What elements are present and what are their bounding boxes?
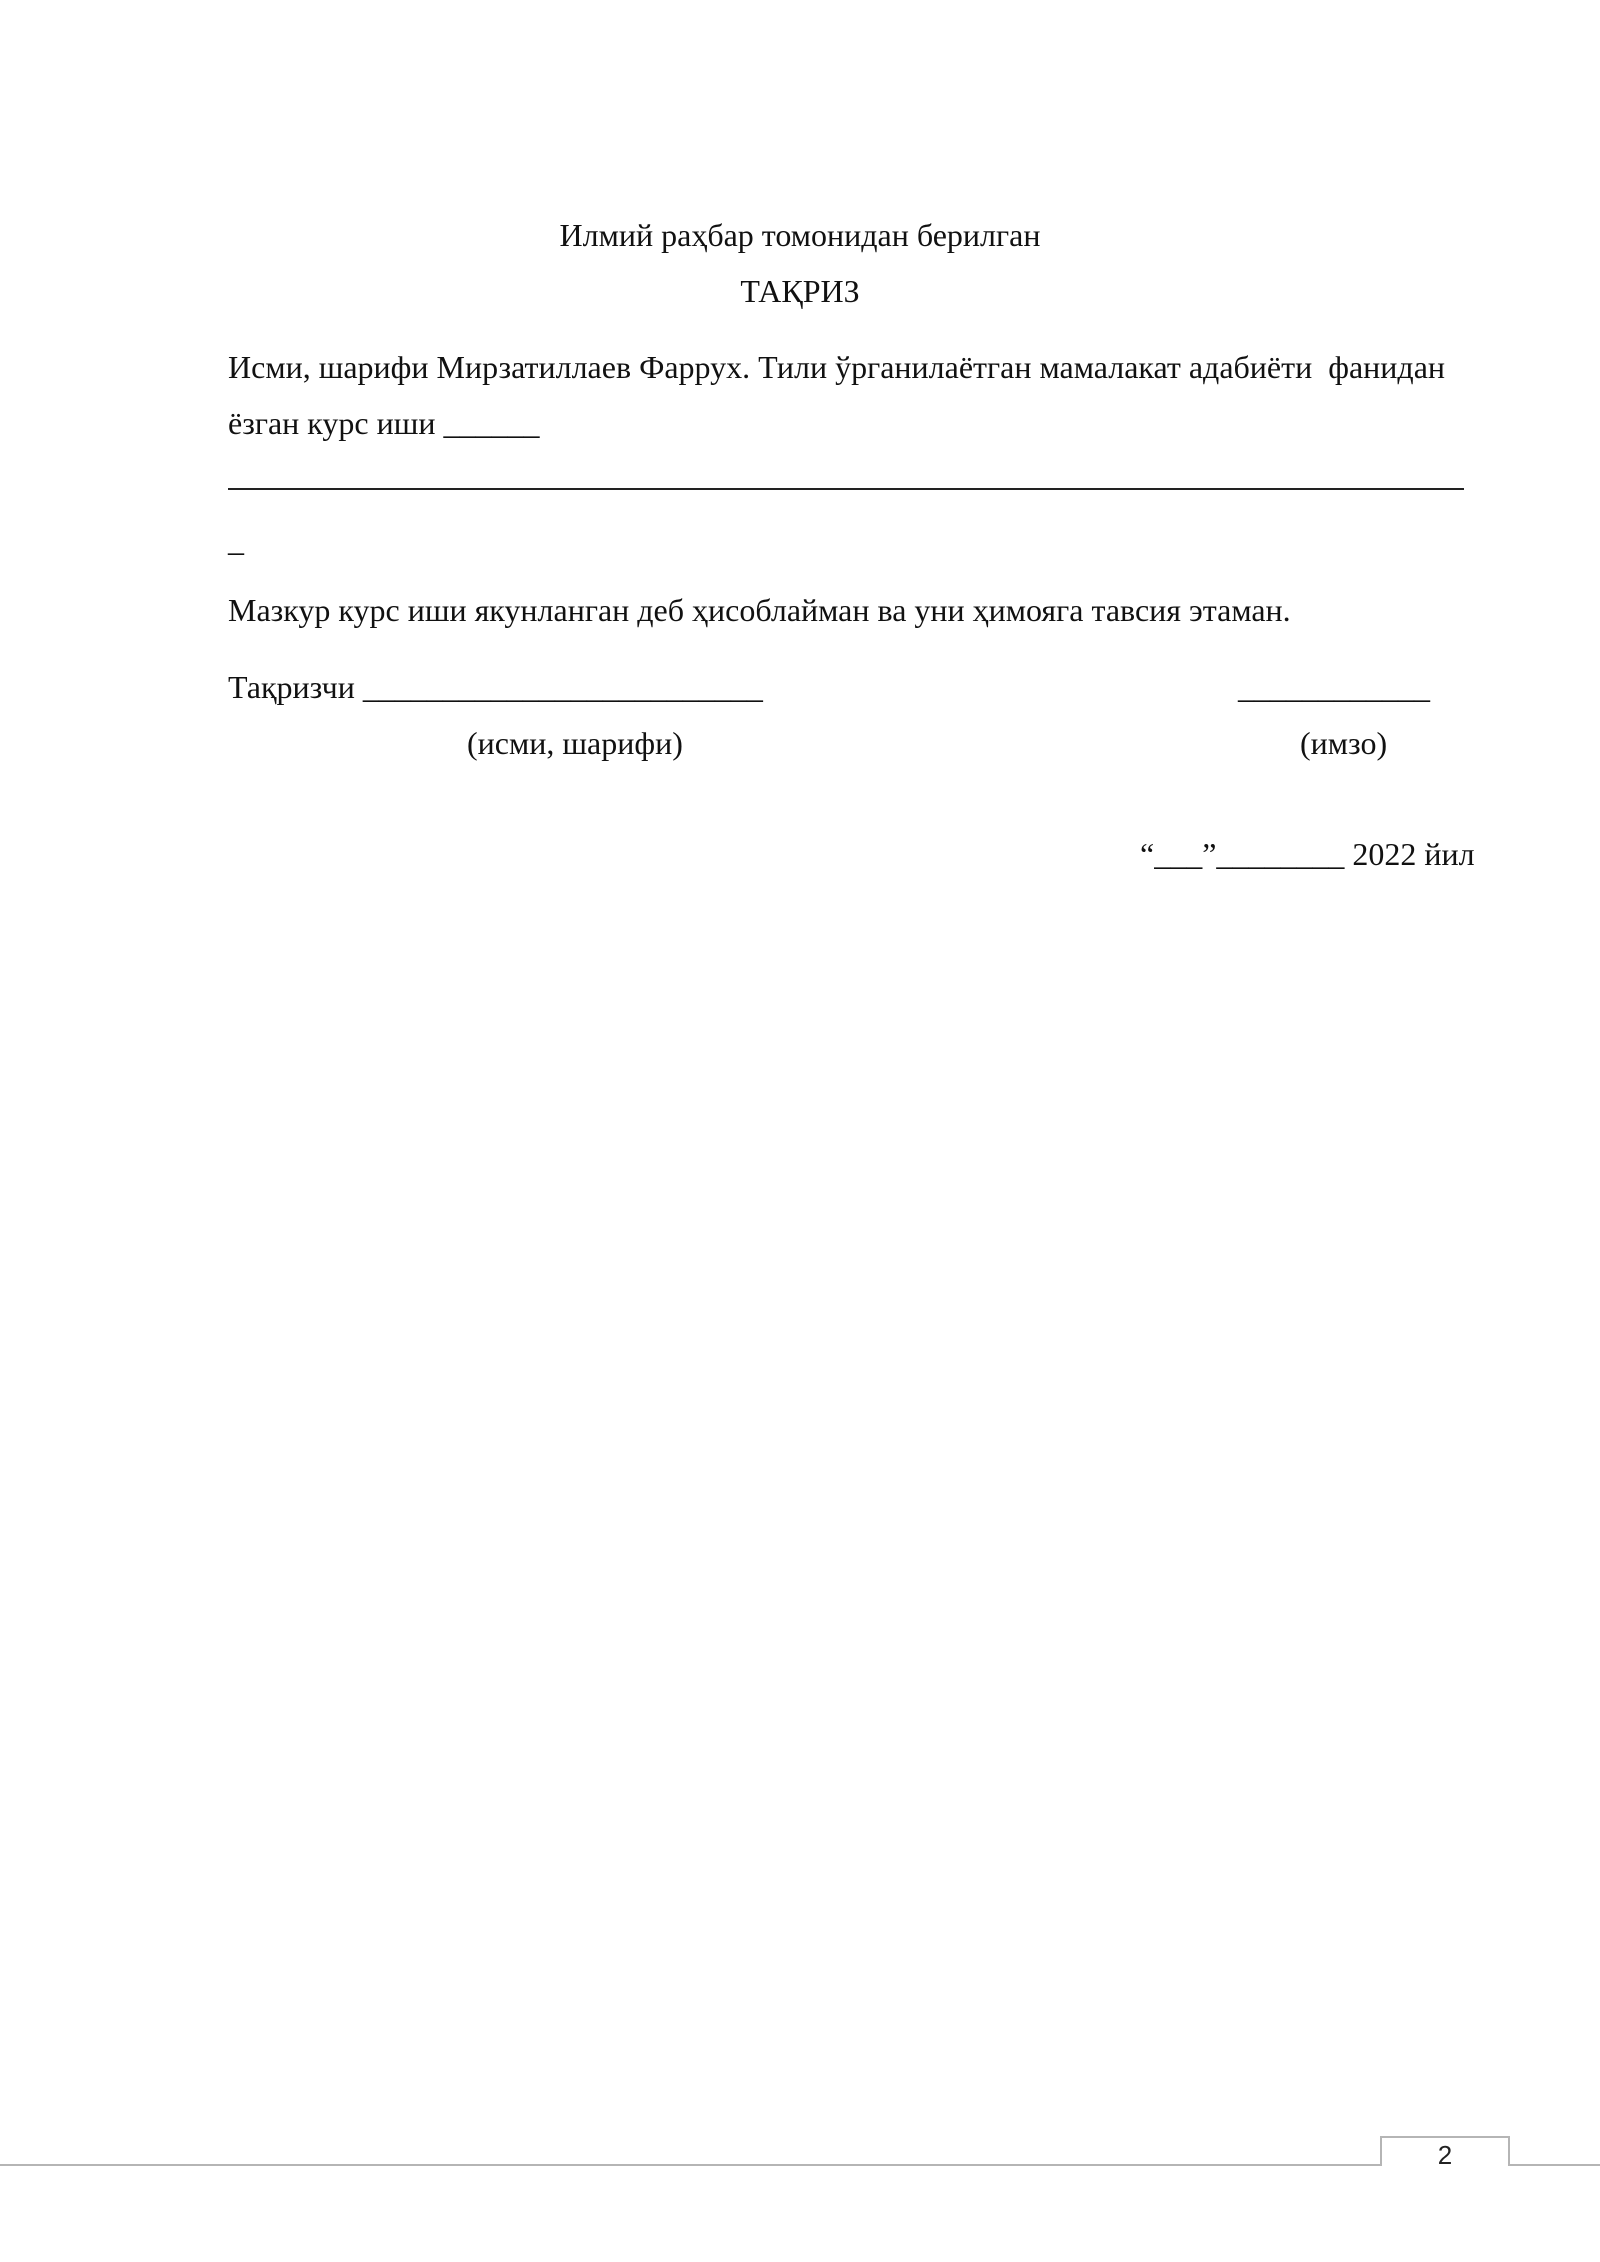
date-line: “___”________ 2022 йил bbox=[1140, 836, 1475, 872]
document-title: ТАҚРИЗ bbox=[740, 273, 860, 309]
blank-underline bbox=[228, 488, 1464, 490]
reviewer-label: Тақризчи _________________________ bbox=[228, 669, 763, 705]
page-number: 2 bbox=[1437, 2140, 1453, 2170]
name-caption: (исми, шарифи) bbox=[467, 725, 683, 761]
signature-blank: ____________ bbox=[1238, 669, 1430, 705]
reviewee-line: Исми, шарифи Мирзатиллаев Фаррух. Тили ўрганилаётган мамалакат адабиёти фанидан bbox=[228, 349, 1446, 385]
blank-underline-continuation: _ bbox=[228, 522, 244, 558]
footer-rule-right bbox=[1508, 2164, 1600, 2166]
document-subtitle: Илмий раҳбар томонидан берилган bbox=[559, 217, 1041, 253]
footer-rule-left bbox=[0, 2164, 1380, 2166]
course-work-line: ёзган курс иши ______ bbox=[228, 405, 540, 441]
conclusion-text: Мазкур курс иши якунланган деб ҳисоблайман ва уни ҳимояга тавсия этаман. bbox=[228, 592, 1291, 628]
signature-caption: (имзо) bbox=[1300, 725, 1388, 761]
